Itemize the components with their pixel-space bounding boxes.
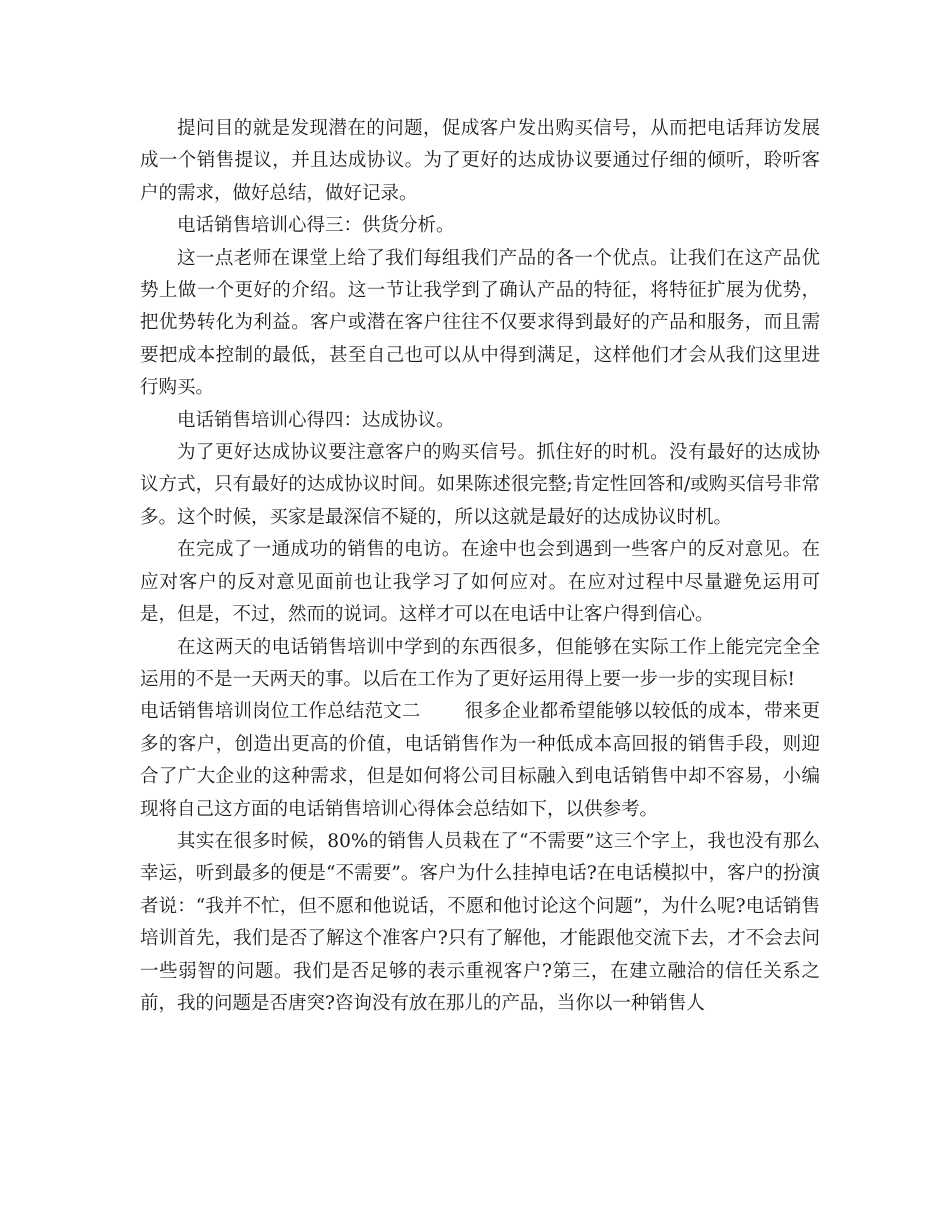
document-body bbox=[140, 113, 820, 1020]
paragraph-9: 其实在很多时候，80%的销售人员栽在了“不需要”这三个字上，我也没有那么幸运，听到最多的便是“不需要”。客户为什么挂掉电话?在电话模拟中，客户的扮演者说：“我并不忙，但不愿和他说话，不愿和他讨论这个问题”，为什么呢?电话销售培训首先，我们是否了解这个准客户?只有了解他，才能跟他交流下去，才不会去问一些弱智的问题。我们是否足够的表示重视客户?第三，在建立融洽的信任关系之前，我的问题是否唐突?咨询没有放在那儿的产品，当你以一种销售人 bbox=[140, 830, 820, 1014]
paragraph-5: 为了更好达成协议要注意客户的购买信号。抓住好的时机。没有最好的达成协议方式，只有最好的达成协议时间。如果陈述很完整;肯定性回答和/或购买信号非常多。这个时候，买家是最深信不疑的，所以这就是最好的达成协议时机。 bbox=[140, 442, 820, 528]
paragraph-6: 在完成了一通成功的销售的电访。在途中也会到遇到一些客户的反对意见。在应对客户的反对意见面前也让我学习了如何应对。在应对过程中尽量避免运用可是，但是，不过，然而的说词。这样才可以在电话中让客户得到信心。 bbox=[140, 539, 820, 626]
paragraph-7: 在这两天的电话销售培训中学到的东西很多，但能够在实际工作上能完完全全运用的不是一天两天的事。以后在工作为了更好运用得上要一步一步的实现目标! bbox=[140, 636, 820, 690]
section-heading: 电话销售培训岗位工作总结范文二 bbox=[140, 701, 421, 723]
paragraph-8 bbox=[140, 696, 820, 826]
section-intro: 很多企业都希望能够以较低的成本，带来更多的客户，创造出更高的价值，电话销售作为一种低成本高回报的销售手段，则迎合了广大企业的这种需求，但是如何将公司目标融入到电话销售中却不容易，小编现将自己这方面的电话销售培训心得体会总结如下，以供参考。 bbox=[140, 701, 820, 820]
paragraph-3: 这一点老师在课堂上给了我们每组我们产品的各一个优点。让我们在这产品优势上做一个更好的介绍。这一节让我学到了确认产品的特征，将特征扩展为优势，把优势转化为利益。客户或潜在客户往往不仅要求得到最好的产品和服务，而且需要把成本控制的最低，甚至自己也可以从中得到满足，这样他们才会从我们这里进行购买。 bbox=[140, 247, 820, 399]
paragraph-4-heading: 电话销售培训心得四：达成协议。 bbox=[177, 409, 455, 431]
paragraph-1: 提问目的就是发现潜在的问题，促成客户发出购买信号，从而把电话拜访发展成一个销售提议，并且达成协议。为了更好的达成协议要通过仔细的倾听，聆听客户的需求，做好总结，做好记录。 bbox=[140, 118, 820, 204]
paragraph-2-heading: 电话销售培训心得三：供货分析。 bbox=[177, 215, 455, 237]
